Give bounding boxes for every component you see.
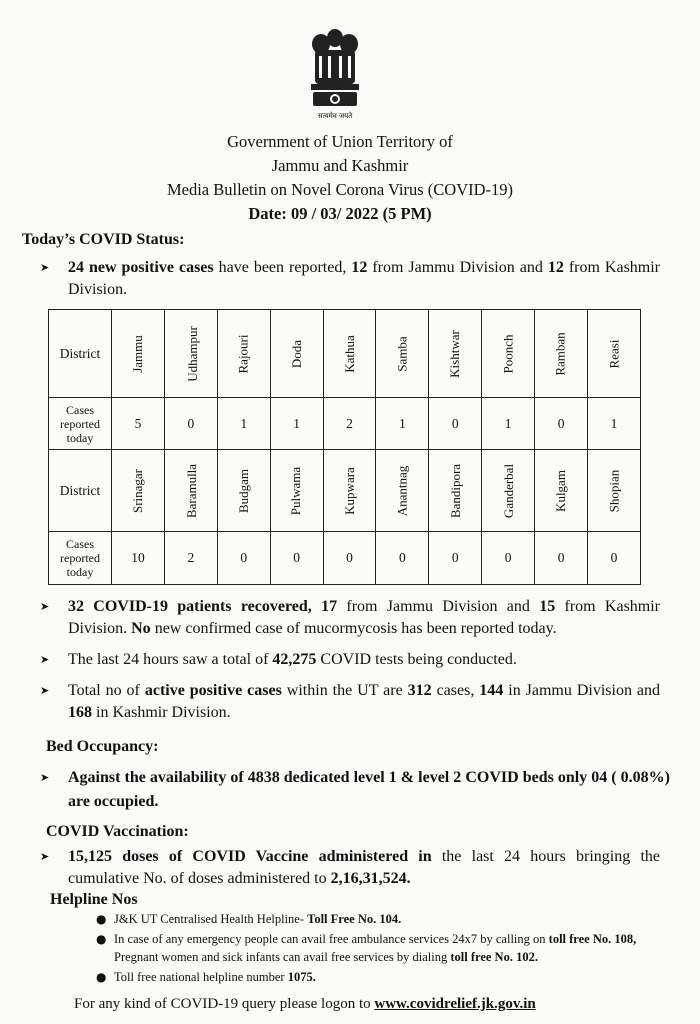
active-cases-bullet: ➤ Total no of active positive cases within the UT are 312 cases, 144 in Jammu Division and 168 in Kashmir Division.: [40, 682, 660, 721]
cases-count: 0: [588, 532, 641, 585]
list-item: ● J&K UT Centralised Health Helpline- Toll Free No. 104.: [96, 912, 402, 926]
cases-count: 0: [323, 532, 376, 585]
district-name: Samba: [394, 335, 410, 372]
district-name: Shopian: [606, 469, 621, 512]
bed-occupancy-title: Bed Occupancy:: [46, 738, 159, 755]
table-row-kashmir-cases: [49, 532, 641, 585]
cases-count: 0: [217, 532, 270, 585]
list-item: ● Toll free national helpline number 1075.: [96, 970, 316, 984]
cases-count: 10: [112, 532, 165, 585]
header-government: Government of Union Territory of: [227, 132, 453, 151]
helpline-title: Helpline Nos: [50, 891, 138, 908]
district-cases-table: [48, 309, 641, 585]
district-name: Pulwama: [288, 466, 304, 515]
covid-relief-link[interactable]: www.covidrelief.jk.gov.in: [374, 996, 536, 1012]
district-name: Jammu: [129, 334, 145, 373]
cases-count: 0: [429, 398, 482, 450]
bulletin-header: [0, 130, 680, 226]
cases-count: 5: [112, 398, 165, 450]
cases-label: Cases reported today: [49, 398, 112, 450]
district-name: Budgam: [235, 468, 251, 513]
table-row-kashmir-districts: [49, 450, 641, 532]
status-title: Today’s COVID Status:: [22, 231, 185, 248]
cases-count: 2: [164, 532, 217, 585]
district-name: Udhampur: [184, 325, 200, 382]
cases-count: 0: [429, 532, 482, 585]
district-label: District: [49, 310, 112, 398]
vaccination-title: COVID Vaccination:: [46, 823, 189, 840]
recovered-bullet: ➤ 32 COVID-19 patients recovered, 17 from Jammu Division and 15 from Kashmir Division. No new confirmed case of mucormycosis has been reported today.: [40, 598, 661, 637]
bullet-dot-icon: ●: [96, 970, 107, 984]
arrow-bullet-icon: ➤: [40, 850, 50, 863]
cases-count: 0: [482, 532, 535, 585]
cases-count: 0: [270, 532, 323, 585]
district-name: Rajouri: [235, 334, 251, 373]
cases-count: 0: [535, 532, 588, 585]
district-name: Kupwara: [341, 466, 357, 515]
vaccination-bullet: ➤ 15,125 doses of COVID Vaccine administered in the last 24 hours bringing the cumulative No. of doses administered to 2,16,31,524.: [40, 848, 661, 887]
arrow-bullet-icon: ➤: [40, 653, 50, 666]
district-name: Srinagar: [129, 468, 145, 513]
cases-count: 0: [164, 398, 217, 450]
emblem-motto: सत्यमेव जयते: [317, 112, 353, 120]
bullet-dot-icon: ●: [96, 932, 107, 946]
tests-bullet: ➤ The last 24 hours saw a total of 42,275 COVID tests being conducted.: [40, 649, 660, 671]
list-item: ● In case of any emergency people can avail free ambulance services 24x7 by calling on toll free No. 108, Pregnant women and sick infants can avail free services by dialing toll free No. 102.: [96, 932, 637, 964]
arrow-bullet-icon: ➤: [40, 600, 50, 613]
cases-count: 1: [482, 398, 535, 450]
bullet-dot-icon: ●: [96, 912, 107, 926]
district-name: Ganderbal: [501, 463, 517, 518]
state-emblem: [303, 24, 367, 120]
arrow-bullet-icon: ➤: [40, 771, 50, 784]
cases-count: 1: [217, 398, 270, 450]
bed-occupancy-bullet: ➤ Against the availability of 4838 dedicated level 1 & level 2 COVID beds only 04 ( 0.08%) are occupied.: [40, 766, 670, 814]
district-label: District: [49, 450, 112, 532]
district-name: Kathua: [341, 334, 357, 373]
cases-count: 1: [588, 398, 641, 450]
cases-label: Cases reported today: [49, 532, 112, 585]
cases-count: 1: [270, 398, 323, 450]
district-name: Baramulla: [183, 463, 199, 518]
district-name: Kulgam: [553, 469, 569, 512]
header-territory: Jammu and Kashmir: [271, 156, 409, 175]
helpline-list: [90, 910, 670, 986]
district-name: Ramban: [553, 331, 569, 376]
header-date: Date: 09 / 03/ 2022 (5 PM): [248, 204, 432, 223]
footer-note: For any kind of COVID-19 query please logon to www.covidrelief.jk.gov.in: [74, 996, 536, 1012]
new-cases-bullet: ➤ 24 new positive cases have been reported, 12 from Jammu Division and 12 from Kashmir Division.: [40, 259, 661, 298]
arrow-bullet-icon: ➤: [40, 261, 50, 274]
header-bulletin-title: Media Bulletin on Novel Corona Virus (COVID-19): [166, 180, 514, 199]
cases-count: 0: [376, 532, 429, 585]
table-row-jammu-cases: [49, 398, 641, 450]
table-row-jammu-districts: [49, 310, 641, 398]
district-name: Kishtwar: [447, 329, 463, 378]
cases-count: 1: [376, 398, 429, 450]
district-name: Poonch: [500, 334, 516, 373]
district-name: Reasi: [606, 339, 622, 368]
arrow-bullet-icon: ➤: [40, 684, 50, 697]
cases-count: 2: [323, 398, 376, 450]
district-name: Doda: [288, 339, 304, 368]
district-name: Bandipora: [448, 463, 464, 518]
cases-count: 0: [535, 398, 588, 450]
district-name: Anantnag: [394, 465, 410, 516]
